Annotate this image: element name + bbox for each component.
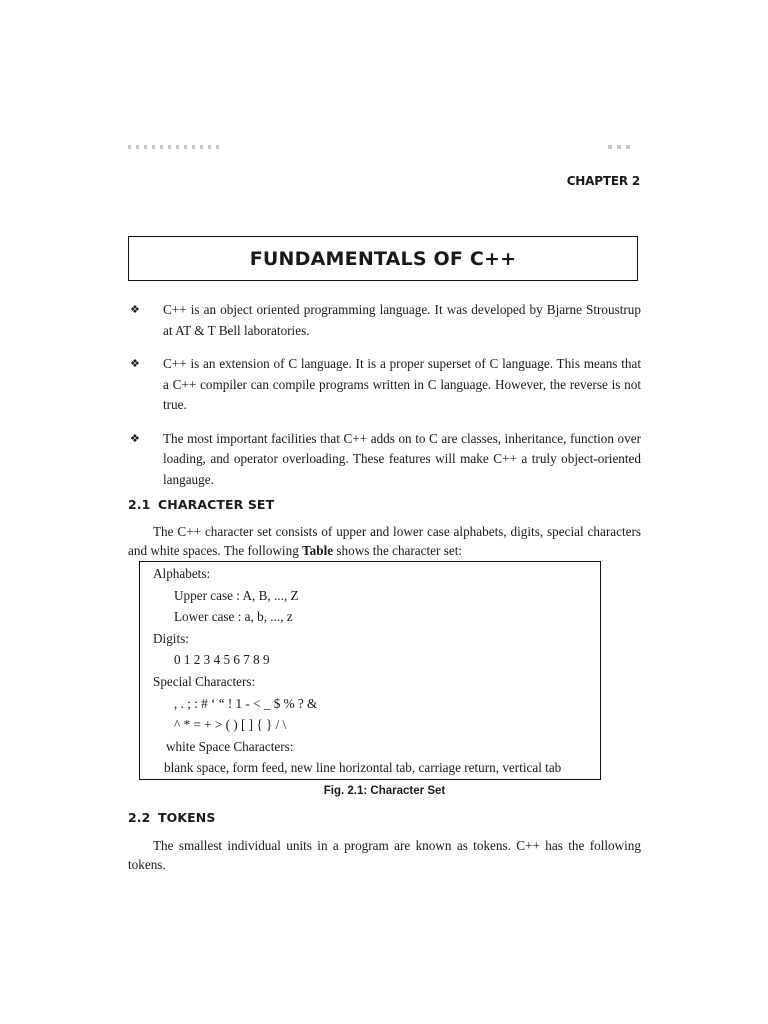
character-set-table (139, 561, 601, 780)
section-title: TOKENS (158, 810, 216, 825)
table-row: white Space Characters: (166, 738, 294, 754)
character-set-paragraph (128, 522, 641, 560)
chapter-label: CHAPTER 2 (566, 174, 640, 188)
section-heading-character-set (128, 497, 274, 512)
table-row: Lower case : a, b, ..., z (174, 609, 293, 625)
paragraph-text: The C++ character set consists of upper and lower case alphabets, digits, special characters and white spaces. The following (128, 524, 641, 558)
chapter-title: FUNDAMENTALS OF C++ (249, 247, 517, 270)
section-number: 2.2 (128, 810, 151, 825)
bullet-text: C++ is an object oriented programming language. It was developed by Bjarne Stroustrup at AT & T Bell laboratories. (163, 302, 641, 338)
intro-bullet-list (128, 300, 641, 503)
section-heading-tokens (128, 810, 215, 825)
bullet-item (128, 429, 641, 491)
table-row: ^ * = + > ( ) [ ] { } / \ (174, 717, 287, 733)
running-header-left (128, 145, 223, 149)
table-row: Alphabets: (153, 566, 211, 581)
diamond-bullet-icon: ❖ (130, 357, 140, 370)
table-row: 0 1 2 3 4 5 6 7 8 9 (174, 652, 270, 668)
table-row: Digits: (153, 630, 189, 646)
figure-caption: Fig. 2.1: Character Set (323, 785, 446, 797)
paragraph-bold-text: Table (302, 543, 334, 558)
running-header-right (608, 145, 630, 149)
table-row: Upper case : A, B, ..., Z (174, 587, 299, 603)
diamond-bullet-icon: ❖ (130, 303, 140, 316)
tokens-paragraph: The smallest individual units in a program are known as tokens. C++ has the following tokens. (128, 838, 641, 872)
bullet-text: C++ is an extension of C language. It is a proper superset of C language. This means that a C++ compiler can compile programs written in C language. However, the reverse is not true. (163, 356, 641, 412)
section-number: 2.1 (128, 497, 151, 512)
section-title: CHARACTER SET (158, 497, 275, 512)
bullet-item (128, 354, 641, 416)
bullet-item (128, 300, 641, 341)
bullet-text: The most important facilities that C++ adds on to C are classes, inheritance, function over loading, and operator overloading. These features will make C++ a truly object-oriented langauge. (163, 430, 641, 487)
table-row: Special Characters: (153, 673, 256, 689)
table-row: blank space, form feed, new line horizontal tab, carriage return, vertical tab (164, 760, 562, 776)
paragraph-text: shows the character set: (333, 543, 463, 558)
chapter-title-box (128, 236, 638, 281)
table-row: , . ; : # ‘ “ ! 1 - < _ $ % ? & (174, 695, 318, 711)
diamond-bullet-icon: ❖ (130, 431, 140, 445)
